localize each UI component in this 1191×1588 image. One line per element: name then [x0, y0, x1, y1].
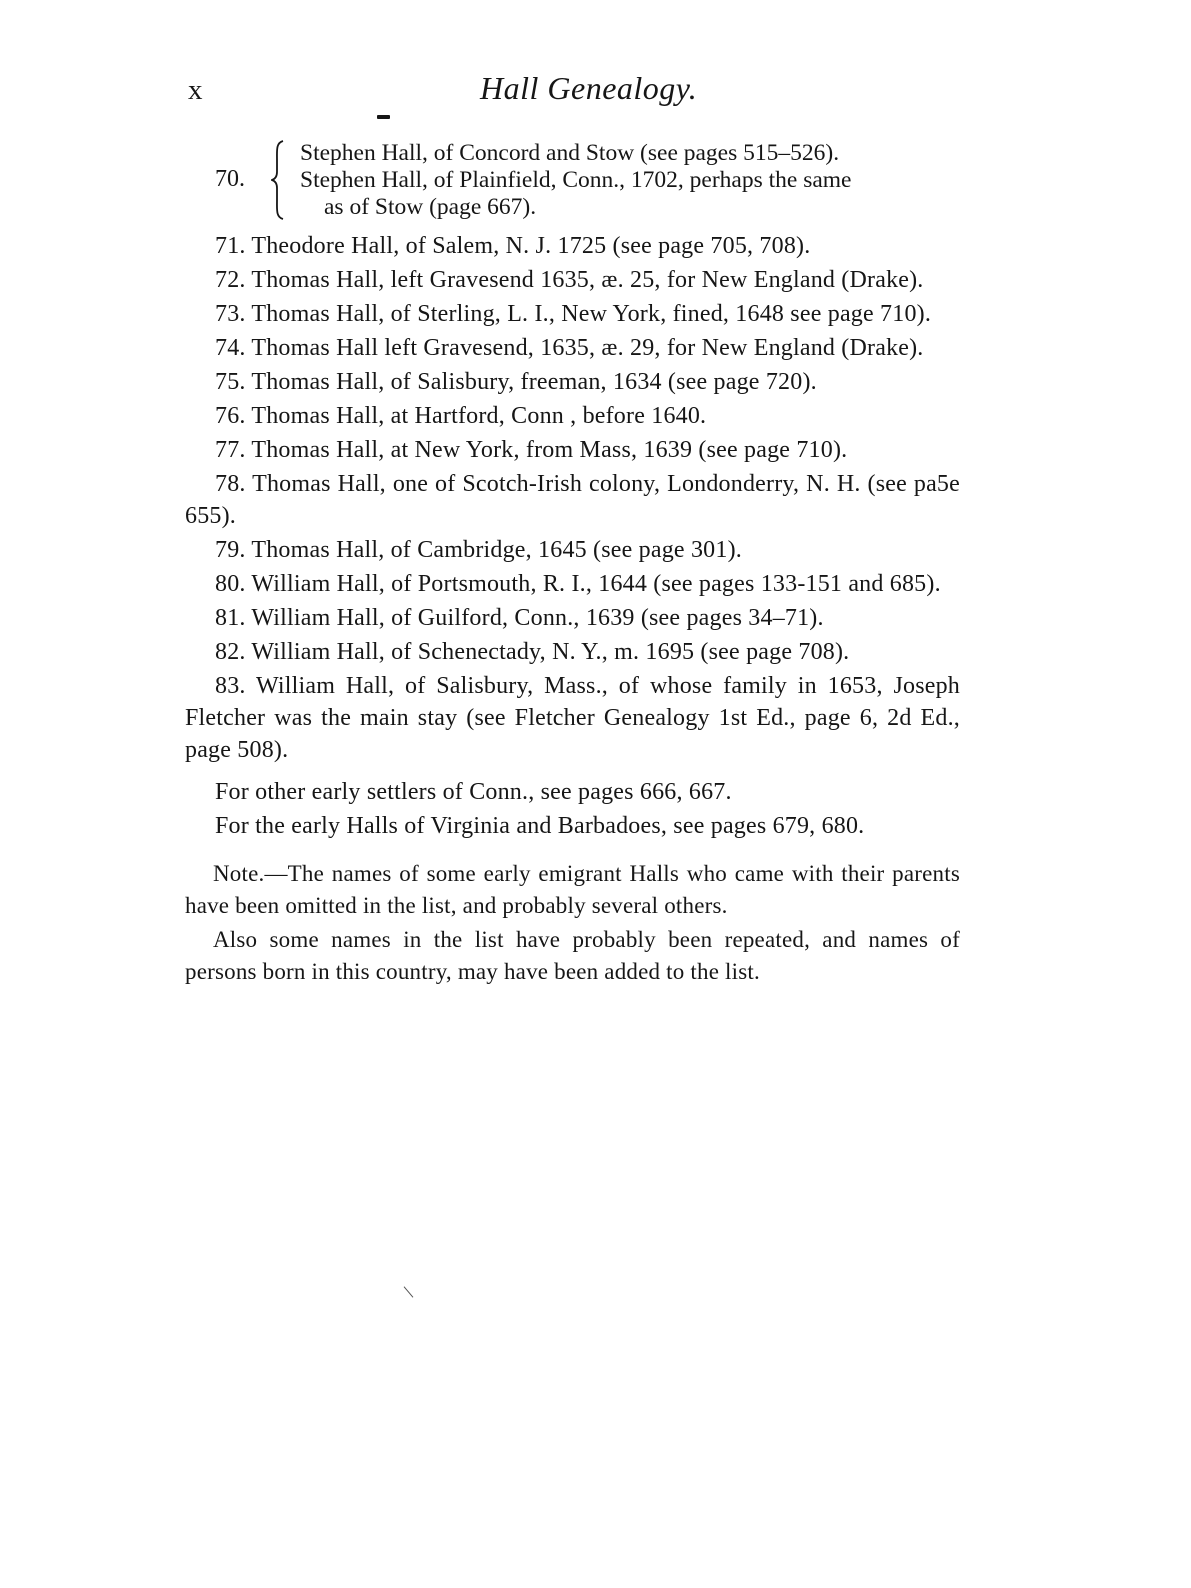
list-item: 71. Theodore Hall, of Salem, N. J. 1725 (see page 705, 708). — [215, 233, 811, 259]
entry-70-lines — [300, 140, 960, 221]
curly-brace-icon — [271, 140, 285, 220]
list-item: 77. Thomas Hall, at New York, from Mass, 1639 (see page 710). — [215, 437, 848, 463]
settler-list — [185, 140, 960, 990]
list-item: 78. Thomas Hall, one of Scotch-Irish colony, Londonderry, N. H. (see pa5e 655). — [185, 471, 960, 529]
list-item: 76. Thomas Hall, at Hartford, Conn , before 1640. — [215, 403, 707, 429]
note-paragraph: Note.—The names of some early emigrant Halls who came with their parents have been omitted in the list, and probably several others. — [185, 861, 960, 918]
entry-70-number: 70. — [215, 166, 245, 192]
page-header — [188, 70, 968, 114]
entry-70-line: as of Stow (page 667). — [324, 194, 537, 220]
cross-reference: For the early Halls of Virginia and Barbadoes, see pages 679, 680. — [215, 813, 865, 839]
spacer — [185, 768, 960, 776]
list-item: 72. Thomas Hall, left Gravesend 1635, æ. 25, for New England (Drake). — [215, 267, 924, 293]
running-title: Hall Genealogy. — [480, 70, 698, 106]
list-item: 74. Thomas Hall left Gravesend, 1635, æ. 29, for New England (Drake). — [215, 335, 924, 361]
note-paragraph: Also some names in the list have probably been repeated, and names of persons born in this country, may have been added to the list. — [185, 927, 960, 984]
entry-70-line: Stephen Hall, of Concord and Stow (see pages 515–526). — [300, 140, 840, 166]
list-item: 83. William Hall, of Salisbury, Mass., of whose family in 1653, Joseph Fletcher was the main stay (see Fletcher Genealogy 1st Ed., page 6, 2d Ed., page 508). — [185, 673, 960, 763]
list-item: 80. William Hall, of Portsmouth, R. I., 1644 (see pages 133-151 and 685). — [215, 571, 941, 597]
spacer — [185, 844, 960, 858]
printer-mark — [377, 115, 390, 119]
list-item: 79. Thomas Hall, of Cambridge, 1645 (see page 301). — [215, 537, 742, 563]
entry-70-line: Stephen Hall, of Plainfield, Conn., 1702, perhaps the same — [300, 167, 852, 193]
page-number: x — [188, 74, 204, 106]
entry-70 — [185, 140, 960, 226]
list-item: 73. Thomas Hall, of Sterling, L. I., New York, fined, 1648 see page 710). — [215, 301, 932, 327]
list-item: 75. Thomas Hall, of Salisbury, freeman, 1634 (see page 720). — [215, 369, 817, 395]
list-item: 81. William Hall, of Guilford, Conn., 1639 (see pages 34–71). — [215, 605, 824, 631]
list-item: 82. William Hall, of Schenectady, N. Y., m. 1695 (see page 708). — [215, 639, 850, 665]
stray-mark — [404, 1286, 414, 1297]
cross-reference: For other early settlers of Conn., see pages 666, 667. — [215, 779, 732, 805]
